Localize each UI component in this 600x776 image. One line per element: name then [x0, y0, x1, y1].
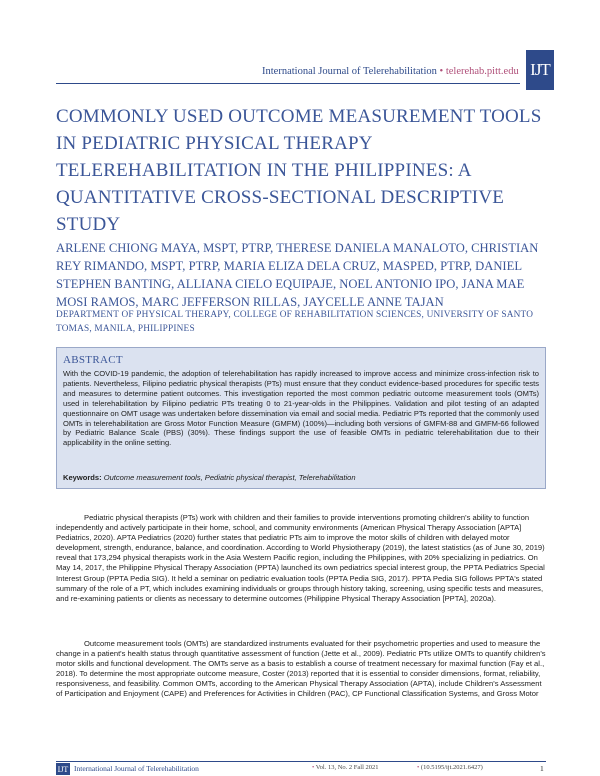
keywords-label: Keywords:: [63, 473, 102, 482]
footer-journal-name: International Journal of Telerehabilitation: [74, 764, 199, 773]
footer-dot-2: •: [417, 764, 420, 771]
footer-doi-text: (10.5195/ijt.2021.6427): [420, 764, 483, 771]
abstract-box: [56, 347, 546, 489]
keywords-text: Outcome measurement tools, Pediatric physical therapist, Telerehabilitation: [103, 473, 356, 482]
footer-volume-text: Vol. 13, No. 2 Fall 2021: [315, 764, 379, 771]
footer-logo: IJT: [57, 764, 69, 774]
footer-divider: [56, 761, 546, 762]
body-paragraph-1: Pediatric physical therapists (PTs) work with children and their families to provide interventions promoting children's ability to function independently and actively participate in their home, school, and community environments (American Physical Therapy Association [APTA] Pediatrics, 2020). APTA Pediatrics (2020) further states that pediatric PTs aim to improve the motor skills of children with delayed motor development, strength, endurance, balance, and coordination. According to World Physiotherapy (2019), the latest statistics (as of June 30, 2019) reveal that 173,294 physical therapists work in the Asia Western Pacific region, including the Philippines, with 20% specializing in pediatrics. On May 14, 2017, the Philippine Physical Therapy Association (PPTA) launched its own pediatrics special interest group, the PPTA Pediatrics Special Interest Group (PPTA Pedia SIG). It held a seminar on pediatric evaluation tools (PPTA Pedia SIG, 2017). PPTA Pedia SIG follows PPTA's stated summary of the role of a PT, which includes examining individuals or groups through history taking, screening, using specific tests and measures, and re-examining patients or clients as necessary to determine outcomes (Philippine Physical Therapy Association [PPTA], 2020a).: [56, 513, 545, 603]
abstract-text: With the COVID-19 pandemic, the adoption of telerehabilitation has rapidly increased to improve access and minimize cross-infection risk to patients. Nevertheless, Filipino pediatric physical therapists (PTs) must ensure that they conduct evidence-based procedures for specific tests and measures to determine patient outcomes. This investigation reported the most common pediatric outcome measurement tools (OMTs) used in telerehabilitation by Filipino pediatric PTs treating 0 to 21-year-olds in the Philippines. Validation and pilot testing of an adapted questionnaire on OMT usage was undertaken before dissemination via email and social media. Pediatric PTs reported that the commonly used OMTs in telerehabilitation are Gross Motor Function Measure (GMFM) (100%)—including both versions of GMFM-88 and GMFM-66 followed by Pediatric Balance Scale (PBS) (30%). These findings support the use of feasible OMTs in pediatric telerehabilitation due to their applicability in the online setting.: [63, 369, 539, 448]
keywords: [63, 473, 356, 482]
logo-text: IJT: [530, 60, 550, 79]
header-divider: [56, 83, 520, 84]
affiliation: DEPARTMENT OF PHYSICAL THERAPY, COLLEGE OF REHABILITATION SCIENCES, UNIVERSITY OF SANTO TOMAS, MANILA, PHILIPPINES: [56, 310, 534, 334]
ijt-logo: [526, 50, 554, 90]
footer-doi: [417, 764, 483, 771]
abstract-heading: ABSTRACT: [63, 354, 123, 366]
body-paragraph-2: Outcome measurement tools (OMTs) are standardized instruments evaluated for their psychometric properties and used to measure the change in a patient's health status through quantitative assessment of function (Jette et al., 2009). Pediatric PTs utilize OMTs to quantify children's motor skills and functional development. The OMTs serve as a basis to establish a course of treatment necessary for maximal function (Fay et al., 2018). To determine the most appropriate outcome measure, Coster (2013) reported that it is essential to consider dimensions, format, reliability, responsiveness, and feasibility. Common OMTs, according to the American Physical Therapy Association (APTA), include Children's Assessment of Participation and Enjoyment (CAPE) and Preferences for Activities in Children (PAC), CP Functional Classification Systems, and Gross Motor: [56, 639, 546, 699]
footer-dot-1: •: [312, 764, 315, 771]
journal-header: [262, 66, 519, 77]
journal-url-link[interactable]: telerehab.pitt.edu: [445, 66, 519, 77]
footer-volume: [312, 764, 379, 771]
journal-name: International Journal of Telerehabilitation: [262, 66, 437, 77]
author-list: ARLENE CHIONG MAYA, MSPT, PTRP, THERESE DANIELA MANALOTO, CHRISTIAN REY RIMANDO, MSPT, PTRP, MARIA ELIZA DELA CRUZ, MASPED, PTRP, DANIEL STEPHEN BANTING, ALLIANA CIELO EQUIPAJE, NOEL ANTONIO IPO, JANA MAE MOSI RAMOS, MARC JEFFERSON RILLAS, JAYCELLE ANNE TAJAN: [56, 241, 539, 309]
page-number: 1: [540, 764, 544, 773]
article-title: COMMONLY USED OUTCOME MEASUREMENT TOOLS IN PEDIATRIC PHYSICAL THERAPY TELEREHABILITATION IN THE PHILIPPINES: A QUANTITATIVE CROSS-SECTIONAL DESCRIPTIVE STUDY: [56, 106, 542, 235]
header-separator: •: [439, 66, 444, 77]
